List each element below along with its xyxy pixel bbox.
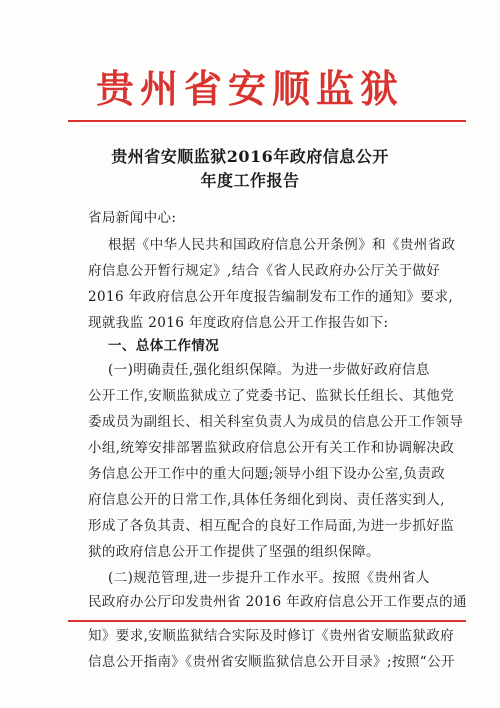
body-line: 狱的政府信息公开工作提供了坚强的组织保障。: [88, 544, 380, 560]
body-line: 信息公开指南》《贵州省安顺监狱信息公开目录》;按照“公开: [88, 654, 455, 670]
body-line: (一)明确责任,强化组织保障。为进一步做好政府信息: [108, 362, 430, 378]
recipient-line: 省局新闻中心:: [88, 210, 177, 226]
letterhead-red-rule-bottom: [68, 620, 466, 622]
letterhead-org-name: 贵州省安顺监狱: [95, 66, 404, 111]
body-line: 小组,统筹安排部署监狱政府信息公开有关工作和协调解决政: [88, 440, 455, 456]
document-title-line-2: 年度工作报告: [200, 171, 300, 190]
body-line: 公开工作,安顺监狱成立了党委书记、监狱长任组长、其他党: [88, 388, 455, 404]
document-title-line-1: 贵州省安顺监狱2016年政府信息公开: [111, 147, 389, 166]
body-line: (二)规范管理,进一步提升工作水平。按照《贵州省人: [108, 570, 430, 586]
body-line: 民政府办公厅印发贵州省 2016 年政府信息公开工作要点的通: [88, 594, 467, 610]
body-line: 根据《中华人民共和国政府信息公开条例》和《贵州省政: [108, 237, 456, 253]
body-line: 府信息公开暂行规定》,结合《省人民政府办公厅关于做好: [88, 263, 441, 279]
letterhead-red-rule-top: [68, 120, 466, 122]
body-line: 形成了各负其责、相互配合的良好工作局面,为进一步抓好监: [88, 518, 455, 534]
body-line: 现就我监 2016 年度政府信息公开工作报告如下:: [88, 315, 389, 331]
body-line: 委成员为副组长、相关科室负责人为成员的信息公开工作领导: [88, 414, 464, 430]
body-line: 府信息公开的日常工作,具体任务细化到岗、责任落实到人,: [88, 492, 445, 508]
body-line: 知》要求,安顺监狱结合实际及时修订《贵州省安顺监狱政府: [88, 628, 455, 644]
body-line: 务信息公开工作中的重大问题;领导小组下设办公室,负责政: [88, 466, 446, 482]
body-line: 2016 年政府信息公开年度报告编制发布工作的通知》要求,: [88, 289, 454, 305]
section-heading: 一、总体工作情况: [108, 338, 220, 354]
